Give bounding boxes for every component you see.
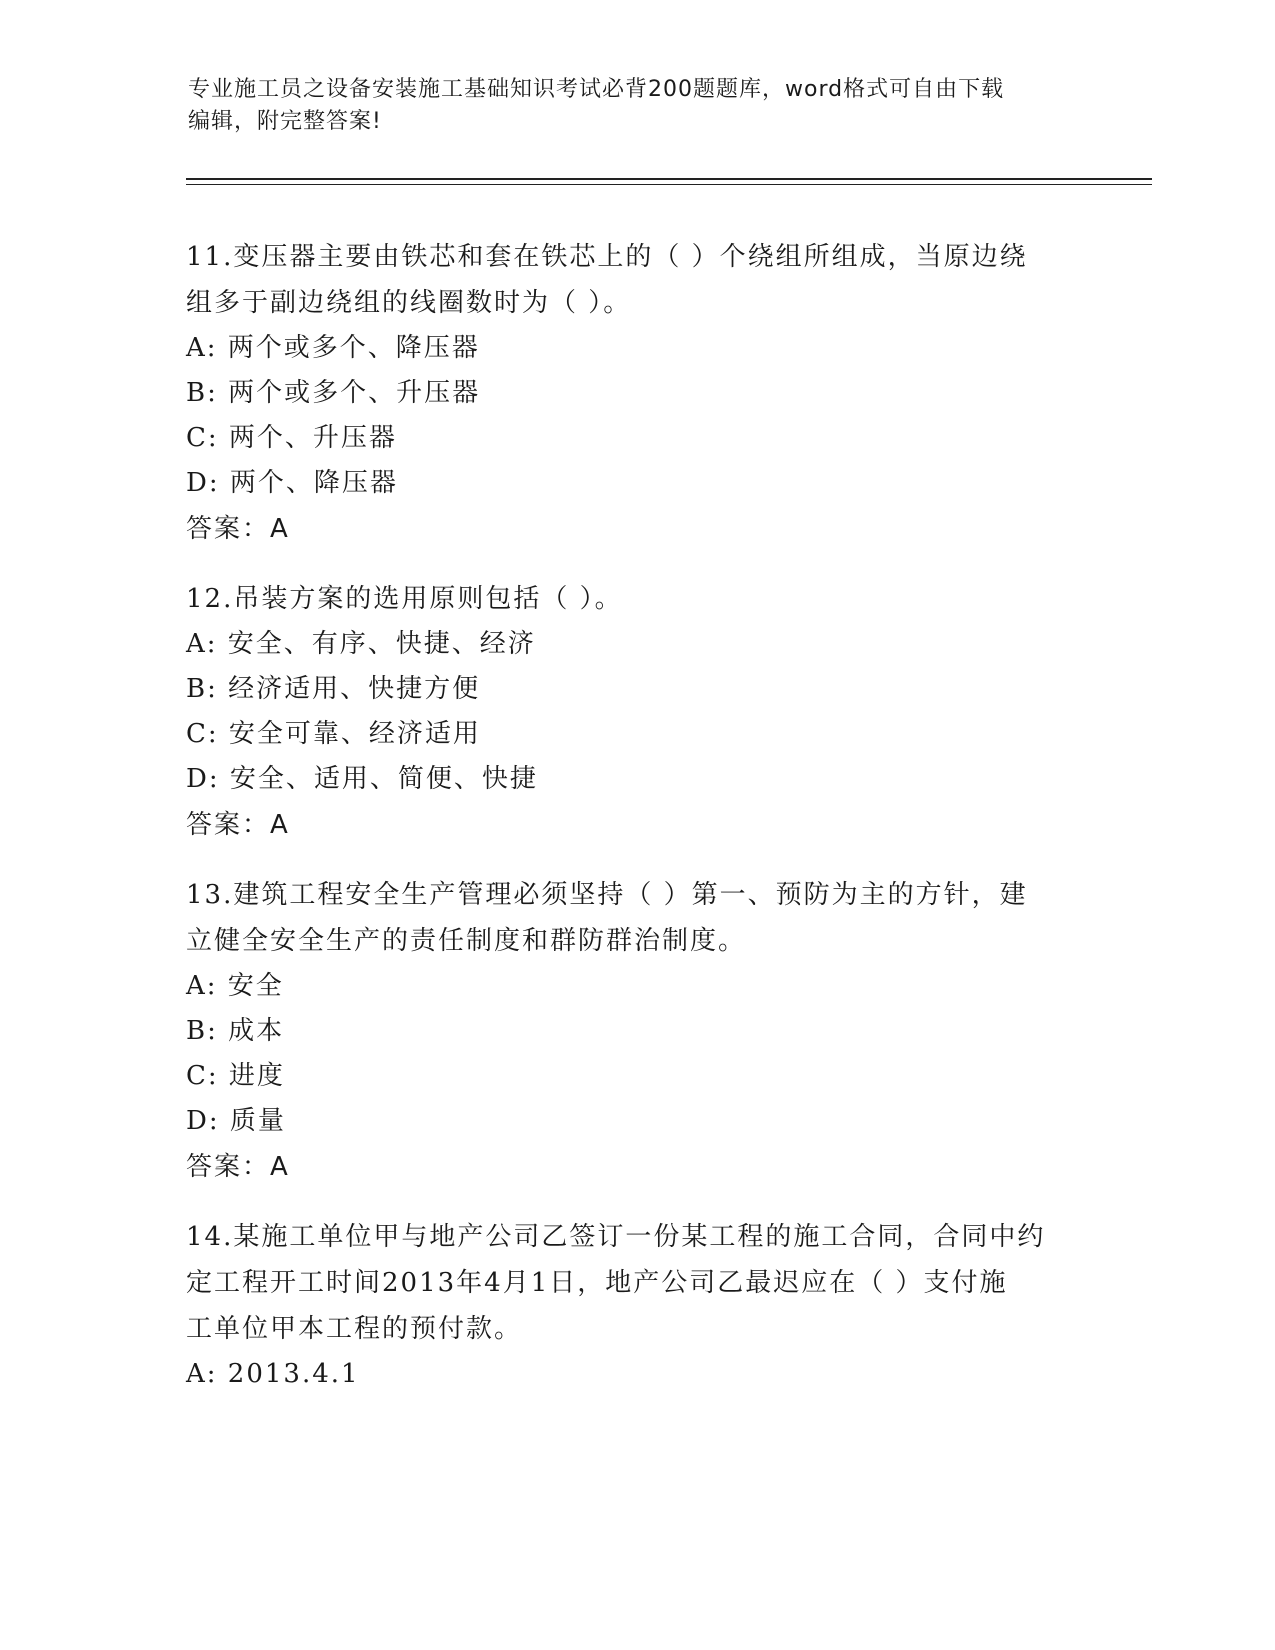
option-d: D: 质量 xyxy=(186,1106,286,1136)
option-b: B: 经济适用、快捷方便 xyxy=(186,674,481,704)
answer: 答案：A xyxy=(186,514,290,544)
header-rule-thick xyxy=(186,178,1152,180)
option-a: A: 安全、有序、快捷、经济 xyxy=(186,629,536,659)
question-11 xyxy=(186,234,1086,552)
document-header xyxy=(188,74,1068,138)
header-line-2: 编辑，附完整答案! xyxy=(188,109,382,134)
question-13 xyxy=(186,872,1086,1190)
header-rule-thin xyxy=(186,184,1152,185)
answer: 答案：A xyxy=(186,810,290,840)
option-c: C: 进度 xyxy=(186,1061,285,1091)
question-text-line: 12.吊装方案的选用原则包括（ ）。 xyxy=(186,584,623,614)
question-text-line: 11.变压器主要由铁芯和套在铁芯上的（ ）个绕组所组成，当原边绕 xyxy=(186,242,1028,272)
question-text-line: 组多于副边绕组的线圈数时为（ ）。 xyxy=(186,288,632,318)
question-12 xyxy=(186,576,1086,848)
option-a: A: 安全 xyxy=(186,971,284,1001)
option-a: A: 两个或多个、降压器 xyxy=(186,333,480,363)
option-c: C: 两个、升压器 xyxy=(186,423,397,453)
question-text-line: 定工程开工时间2013年4月1日，地产公司乙最迟应在（ ）支付施 xyxy=(186,1268,1008,1298)
question-text-line: 立健全安全生产的责任制度和群防群治制度。 xyxy=(186,926,747,956)
option-b: B: 两个或多个、升压器 xyxy=(186,378,481,408)
question-list xyxy=(186,234,1086,1421)
answer: 答案：A xyxy=(186,1152,290,1182)
header-line-1: 专业施工员之设备安装施工基础知识考试必背200题题库，word格式可自由下载 xyxy=(188,77,1005,102)
option-a: A: 2013.4.1 xyxy=(186,1359,360,1389)
option-b: B: 成本 xyxy=(186,1016,285,1046)
question-text-line: 14.某施工单位甲与地产公司乙签订一份某工程的施工合同，合同中约 xyxy=(186,1222,1046,1252)
question-14 xyxy=(186,1214,1086,1397)
question-text-line: 工单位甲本工程的预付款。 xyxy=(186,1314,523,1344)
question-text-line: 13.建筑工程安全生产管理必须坚持（ ）第一、预防为主的方针，建 xyxy=(186,880,1028,910)
option-d: D: 安全、适用、简便、快捷 xyxy=(186,764,538,794)
option-d: D: 两个、降压器 xyxy=(186,468,398,498)
option-c: C: 安全可靠、经济适用 xyxy=(186,719,481,749)
